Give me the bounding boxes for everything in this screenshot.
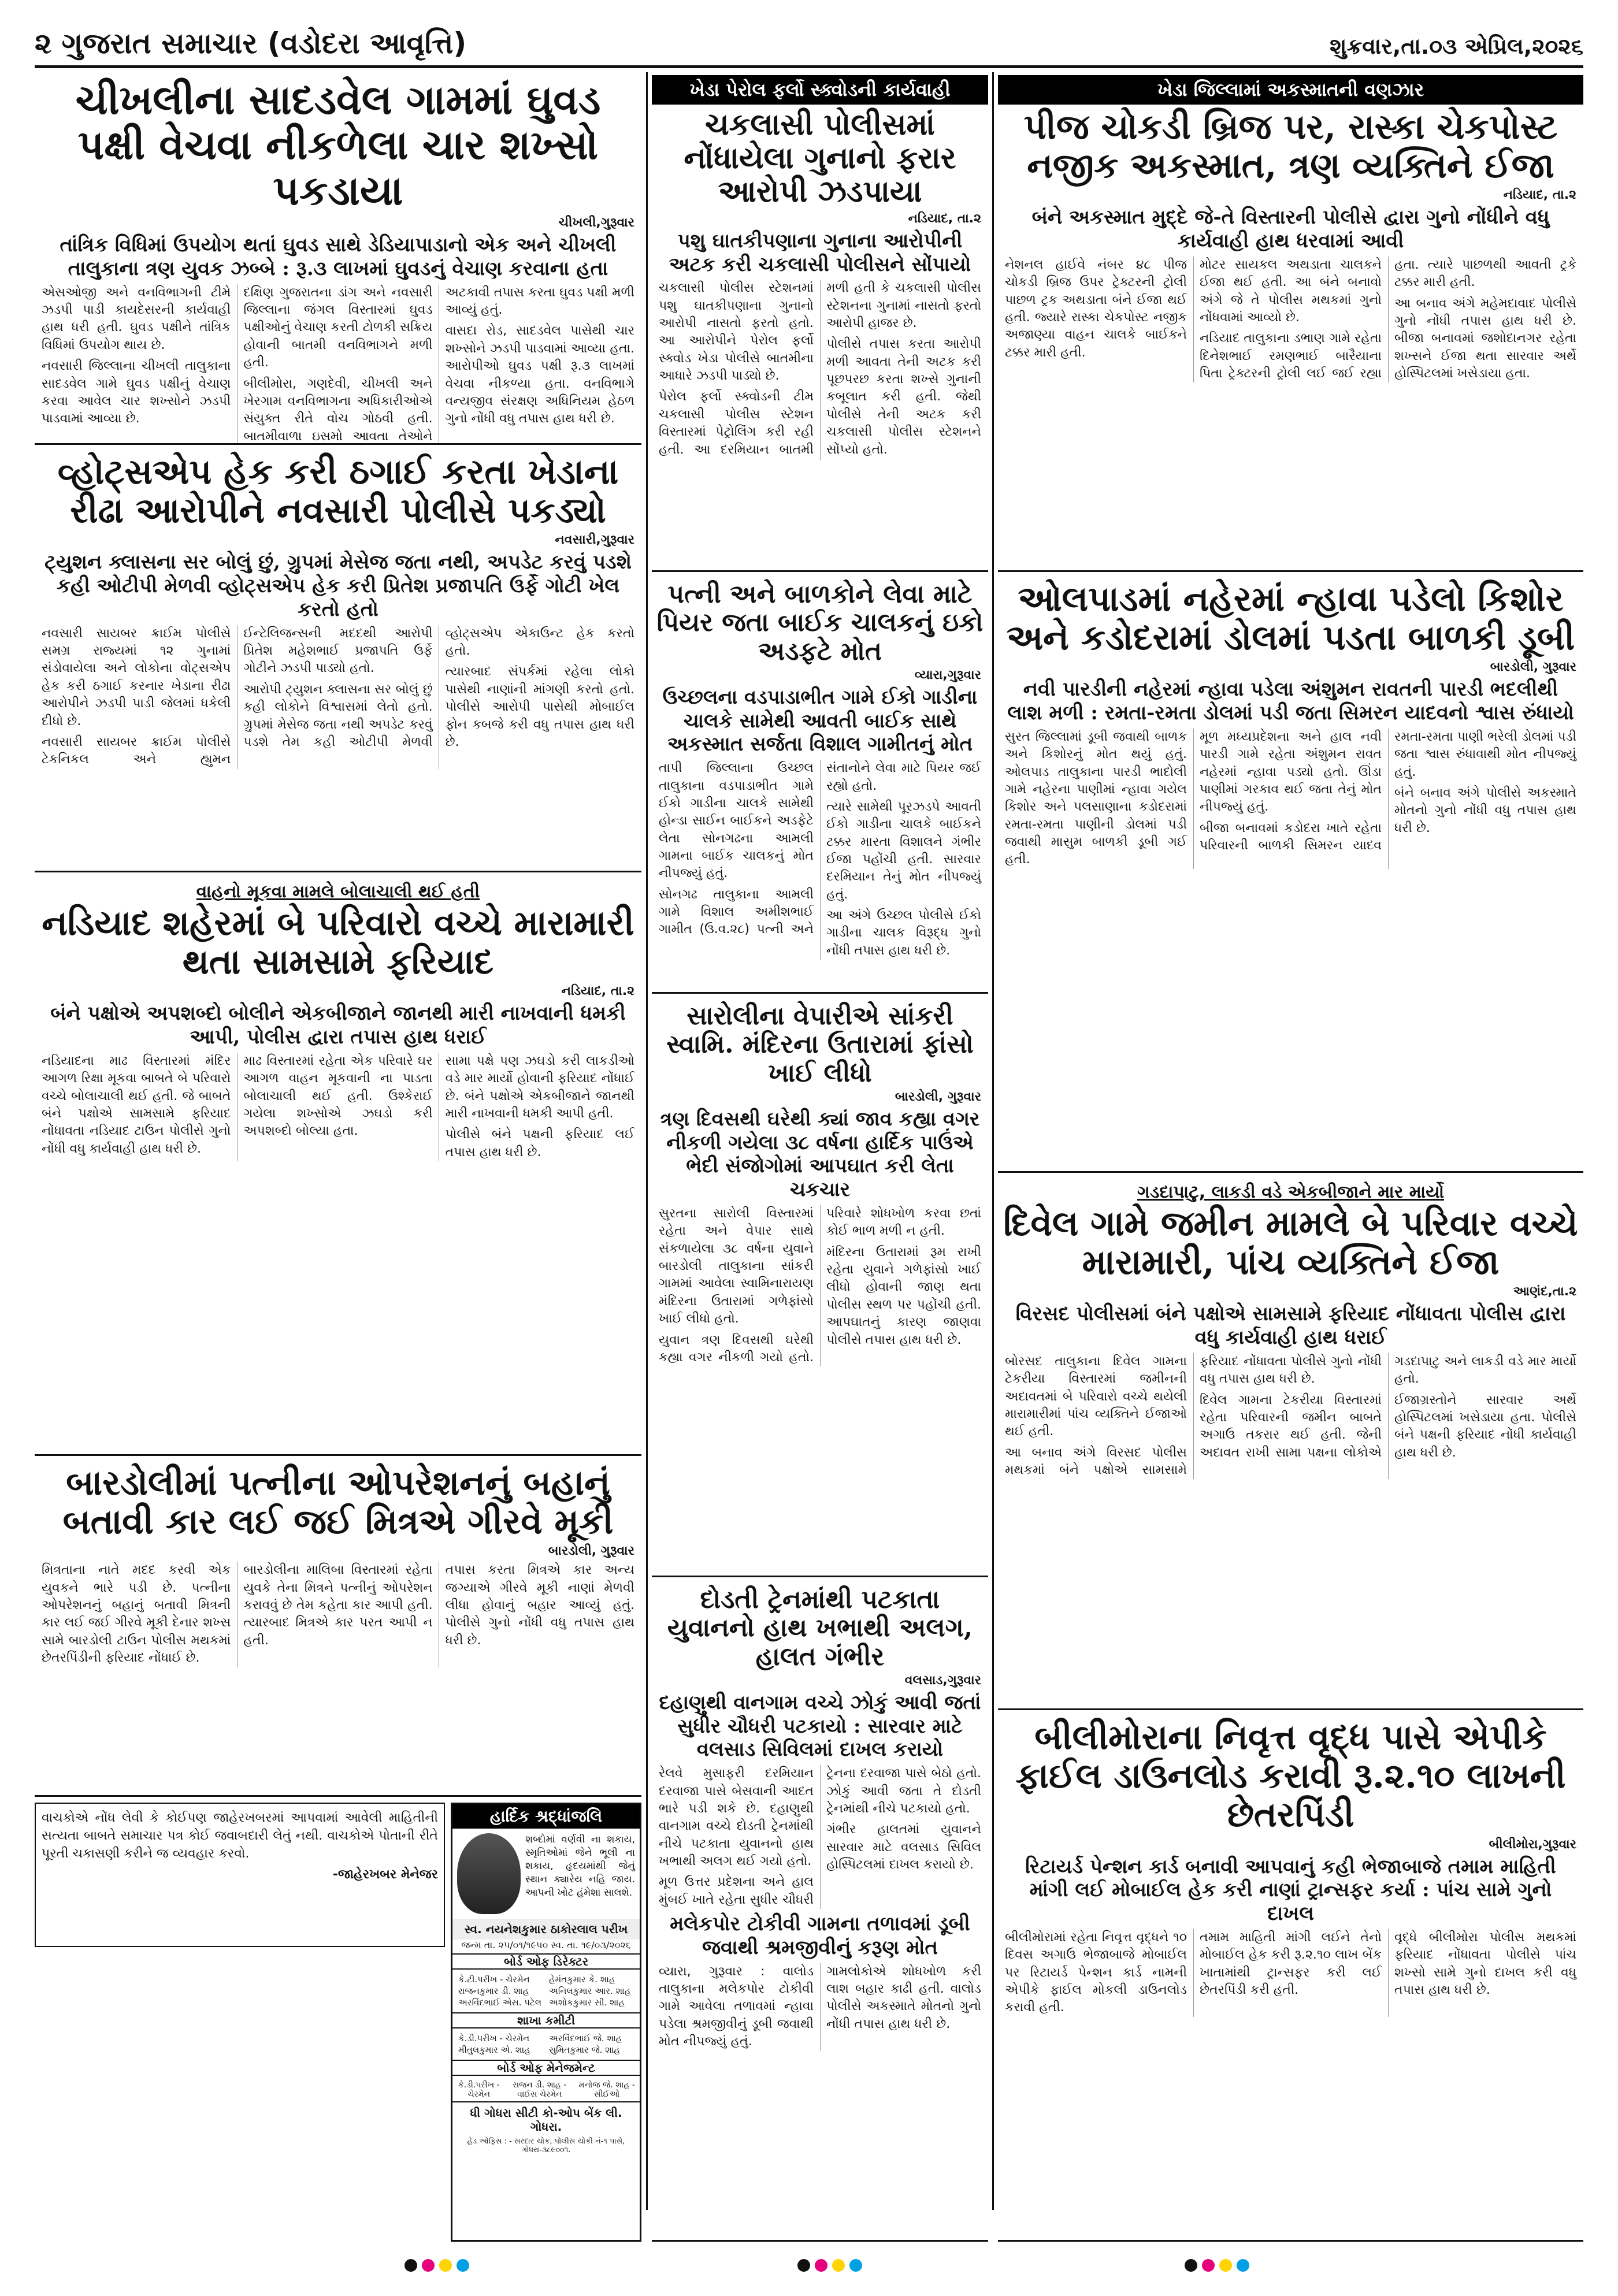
dateline: વ્યારા,ગુરૂવાર xyxy=(914,667,981,682)
article-body xyxy=(659,1765,981,1909)
column-rule xyxy=(992,72,994,2210)
article-body xyxy=(42,1053,634,1161)
disclaimer-text: વાચકોએ નોંધ લેવી કે કોઈપણ જાહેરખબરમાં આપવામાં આવેલી માહિતીની સત્યતા બાબતે સમાચાર પત્ર કોઈ જવાબદારી લેતું નથી. વાચકોએ પોતાની રીતે પૂરતી ચકાસણી કરીને જ વ્યવહાર કરવો. xyxy=(42,1811,438,1861)
paragraph: ત્યારે સામેથી પૂરઝડપે આવતી ઈકો ગાડીના ચાલકે બાઈકને ટક્કર મારતા વિશાલને ગંભીર ઈજા પહોંચી હતી. સારવાર દરમિયાન તેનું મોત નીપજ્યું હતું. xyxy=(826,799,981,902)
article-body xyxy=(659,1963,981,2051)
paragraph: નડિયાદ તાલુકાના ડભાણ ગામે રહેતા દિનેશભાઈ રમણભાઈ બારૈયાના પિતા ટ્રેક્ટરની ટ્રોલી લઈ જઈ રહ્યા હતા. ત્યારે પાછળથી આવતી ટ્રકે ટક્કર મારી હતી. xyxy=(1200,257,1576,381)
paragraph: મિત્રતાના નાતે મદદ કરવી એક યુવકને ભારે પડી છે. પત્નીના ઓપરેશનનું બહાનું બતાવી મિત્રની કાર લઈ જઈ ગીરવે મૂકી દેનાર શખ્સ સામે બારડોલી ટાઉન પોલીસ મથકમાં છેતરપિંડીની ફરિયાદ નોંધાઈ છે. xyxy=(42,1563,231,1666)
article-body xyxy=(659,280,981,460)
dateline: નવસારી,ગુરૂવાર xyxy=(555,533,634,548)
paragraph: આ બનાવ અંગે વિરસદ પોલીસ મથકમાં બંને પક્ષોએ સામસામે ફરિયાદ નોંધાવતા પોલીસે ગુનો નોંધી વધુ તપાસ હાથ ધરી છે. xyxy=(1005,1354,1382,1478)
subheadline: બંને પક્ષોએ અપશબ્દો બોલીને એકબીજાને જાનથી મારી નાખવાની ધમકી આપી, પોલીસ દ્વારા તપાસ હાથ ધરાઈ xyxy=(50,1002,626,1049)
paragraph: બારડોલીના માલિબા વિસ્તારમાં રહેતા યુવકે તેના મિત્રને પત્નીનું ઓપરેશન કરાવવું છે તેમ કહેતા કાર આપી હતી. ત્યારબાદ મિત્રએ કાર પરત આપી ન હતી. xyxy=(243,1563,433,1648)
paragraph: તાપી જિલ્લાના ઉચ્છલ તાલુકાના વડપાડાભીત ગામે ઈકો ગાડીના ચાલકે સામેથી હોન્ડા સાઈન બાઈકને અડફેટે લેતા સોનગઢના આમલી ગામના બાઈક ચાલકનું મોત નીપજ્યું હતું. xyxy=(659,761,814,881)
paragraph: નવસારી સાયબર ક્રાઈમ પોલીસે સમગ્ર રાજ્યમાં ૧૨ ગુનામાં સંડોવાયેલા અને લોકોના વોટ્સએપ હેક કરી ઠગાઈ કરનાર ખેડાના રીઢા આરોપીને ઝડપી પાડી જેલમાં ધકેલી દીધો છે. xyxy=(42,626,231,729)
story-train-fall xyxy=(652,1583,988,2242)
subheadline: ટ્યુશન ક્લાસના સર બોલું છું, ગ્રુપમાં મેસેજ જતા નથી, અપડેટ કરવું પડશે કહી ઓટીપી મેળવી વ્હોટ્સએપ હેક કરી પ્રિતેશ પ્રજાપતિ ઉર્ફે ગોટી ખેલ કરતો હતો xyxy=(44,551,632,621)
kicker: વાહનો મૂકવા મામલે બોલાચાલી થઈ હતી xyxy=(196,882,480,902)
headline: નડિયાદ શહેરમાં બે પરિવારો વચ્ચે મારામારી થતા સામસામે ફરિયાદ xyxy=(42,903,634,983)
paragraph: બીલીમોરામાં રહેતા નિવૃત્ત વૃદ્ધને ૧૦ દિવસ અગાઉ ભેજાબાજે મોબાઈલ પર રિટાયર્ડ પેન્શન કાર્ડ નામની એપીકે ફાઈલ મોકલી ડાઉનલોડ કરાવી હતી. xyxy=(1005,1930,1187,2015)
issue-date: શુક્રવાર,તા.૦૩ એપ્રિલ,૨૦૨૬ xyxy=(1330,34,1583,59)
section-label: બોર્ડ ઓફ મેનેજમેન્ટ xyxy=(452,2060,640,2076)
paragraph: પોલીસે તપાસ કરતા આરોપી મળી આવતા તેની અટક કરી પૂછપરછ કરતા શખ્સે ગુનાની કબૂલાત કરી હતી. જેથી પોલીસે તેની અટક કરી ચકલાસી પોલીસ સ્ટેશનને સોંપ્યો હતો. xyxy=(826,337,981,457)
signatory: રાજન ડી. શાહ - વાઈસ ચેરમેન xyxy=(513,2080,567,2099)
paragraph: મૂળ મધ્યપ્રદેશના અને હાલ નવી પારડી ગામે રહેતા અંશુમન રાવત નહેરમાં ન્હાવા પડ્યો હતો. ઊંડા પાણીમાં ગરકાવ થઈ જતા તેનું મોત નીપજ્યું હતું. xyxy=(1200,729,1382,815)
paragraph: વાસદા રોડ, સાદડવેલ પાસેથી ચાર શખ્સોને ઝડપી પાડવામાં આવ્યા હતા. આરોપીઓ ઘુવડ પક્ષી રૂ.૩ લાખમાં વેચવા નીકળ્યા હતા. વનવિભાગે વન્યજીવ સંરક્ષણ અધિનિયમ હેઠળ ગુનો નોંધી વધુ તપાસ હાથ ધરી છે. xyxy=(445,324,634,426)
paragraph: બંને બનાવ અંગે પોલીસે અકસ્માતે મોતનો ગુનો નોંધી વધુ તપાસ હાથ ધરી છે. xyxy=(1394,786,1576,835)
paragraph: દિવેલ ગામના ટેકરીયા વિસ્તારમાં રહેતા પરિવારની જમીન બાબતે અગાઉ તકરાર થઈ હતી. જેની અદાવત રાખી સામા પક્ષના લોકોએ ગડદાપાટુ અને લાકડી વડે માર માર્યો હતો. xyxy=(1200,1354,1576,1460)
signatory: કે.ડી.પરીખ - ચેરમેન xyxy=(458,2080,500,2099)
subheadline: રિટાયર્ડ પેન્શન કાર્ડ બનાવી આપવાનું કહી ભેજાબાજે તમામ માહિતી માંગી લઈ મોબાઈલ હેક કરી નાણાં ટ્રાન્સફર કર્યા : પાંચ સામે ગુનો દાખલ xyxy=(1025,1855,1556,1926)
paragraph: મંદિરના ઉતારામાં રૂમ રાખી રહેતા યુવાને ગળેફાંસો ખાઈ લીધો હોવાની જાણ થતા પોલીસ સ્થળ પર પહોંચી હતી. આપઘાતનું કારણ જાણવા પોલીસે તપાસ હાથ ધરી છે. xyxy=(826,1244,981,1347)
paragraph: ગામલોકોએ શોધખોળ કરી લાશ બહાર કાઢી હતી. વાલોડ પોલીસે અકસ્માતે મોતનો ગુનો નોંધી તપાસ હાથ ધરી છે. xyxy=(826,1964,981,2031)
subheadline: ઉચ્છલના વડપાડાભીત ગામે ઈકો ગાડીના ચાલકે સામેથી આવતી બાઈક સાથે અકસ્માત સર્જતા વિશાલ ગામીતનું મોત xyxy=(662,685,978,756)
registration-dot xyxy=(439,2259,452,2272)
section-label: બોર્ડ ઓફ ડિરેક્ટર xyxy=(452,1953,640,1970)
article-body xyxy=(659,760,981,960)
subheadline: નવી પારડીની નહેરમાં ન્હાવા પડેલા અંશુમન રાવતની પારડી ભદલીથી લાશ મળી : રમતા-રમતા ડોલમાં પડી જતા સિમરન યાદવનો શ્વાસ રુંધાયો xyxy=(1007,678,1574,725)
paragraph: વ્યારા, ગુરૂવાર : વાલોડ તાલુકાના મલેકપોર ટોકીવી ગામે આવેલા તળાવમાં ન્હાવા પડેલા શ્રમજીવીનું ડૂબી જવાથી મોત નીપજ્યું હતું. xyxy=(659,1964,814,2049)
ad-title: હાર્દિક શ્રદ્ધાંજલિ xyxy=(452,1804,640,1829)
registration-dot xyxy=(832,2259,845,2272)
paragraph: નડિયાદના માઢ વિસ્તારમાં મંદિર આગળ રિક્ષા મૂકવા બાબતે બે પરિવારો વચ્ચે બોલાચાલી થઈ હતી. જે બાબતે બંને પક્ષોએ સામસામે ફરિયાદ નોંધાવતા નડિયાદ ટાઉન પોલીસે ગુનો નોંધી વધુ કાર્યવાહી હાથ ધરી છે. xyxy=(42,1053,231,1156)
dateline: નડિયાદ, તા.૨ xyxy=(561,984,634,999)
masthead xyxy=(35,23,1583,68)
subheadline: દહાણુથી વાનગામ વચ્ચે ઝોકું આવી જતાં સુધીર ચૌધરી પટકાયો : સારવાર માટે વલસાડ સિવિલમાં દાખલ કરાયો xyxy=(659,1691,981,1762)
subheadline: વિરસદ પોલીસમાં બંને પક્ષોએ સામસામે ફરિયાદ નોંધાવતા પોલીસ દ્વારા વધુ કાર્યવાહી હાથ ધરાઈ xyxy=(1015,1302,1566,1350)
advertisement-disclaimer xyxy=(35,1803,445,1947)
story-biker-death xyxy=(652,578,988,994)
deceased-name: સ્વ. નયનેશકુમાર ઠાકોરલાલ પરીખ xyxy=(452,1919,640,1940)
board-member: અનિલકુમાર આર. શાહ xyxy=(549,1986,631,1996)
paragraph: પોલીસે બંને પક્ષની ફરિયાદ લઈ તપાસ હાથ ધરી છે. xyxy=(445,1127,634,1160)
article-body xyxy=(42,625,634,769)
story-nadiad-clash xyxy=(35,878,641,1456)
headline: વ્હોટ્સએપ હેક કરી ઠગાઈ કરતા ખેડાના રીઢા આરોપીને નવસારી પોલીસે પકડ્યો xyxy=(57,452,619,532)
article-body xyxy=(659,1205,981,1366)
story-chaklasi-accused xyxy=(652,75,988,572)
signatory: મનોજ જે. શાહ - સીઈઓ xyxy=(578,2080,635,2099)
story-whatsapp-hack xyxy=(35,451,641,872)
paragraph: માઢ વિસ્તારમાં રહેતા એક પરિવારે ઘર આગળ વાહન મૂકવાની ના પાડતા બોલાચાલી થઈ હતી. ઉશ્કેરાઈ ગયેલા શખ્સોએ ઝઘડો કરી અપશબ્દો બોલ્યા હતા. xyxy=(243,1053,433,1139)
dateline: નડિયાદ, તા.૨ xyxy=(1503,188,1576,203)
story-divel-clash xyxy=(998,1179,1583,1710)
subheadline: પશુ ઘાતકીપણાના ગુનાના આરોપીની અટક કરી ચકલાસી પોલીસને સોંપાયો xyxy=(669,229,971,276)
story-pij-accidents xyxy=(998,75,1583,572)
registration-dot xyxy=(1237,2259,1249,2272)
paragraph: સોનગઢ તાલુકાના આમલી ગામે વિશાલ અમીશભાઈ ગામીત (ઉ.વ.૨૮) પત્ની અને સંતાનોને લેવા માટે પિયર જઈ રહ્યો હતો. xyxy=(659,761,981,937)
paragraph: પેરોલ ફર્લો સ્ક્વોડની ટીમ ચકલાસી પોલીસ સ્ટેશન વિસ્તારમાં પેટ્રોલિંગ કરી રહી હતી. આ દરમિયાન બાતમી મળી હતી કે ચકલાસી પોલીસ સ્ટેશનના ગુનામાં નાસતો ફરતો આરોપી હાજર છે. xyxy=(659,281,981,457)
paragraph: નવસારી સાયબર ક્રાઈમ પોલીસે ટેકનિકલ અને હ્યુમન ઈન્ટેલિજન્સની મદદથી આરોપી પ્રિતેશ મહેશભાઈ પ્રજાપતિ ઉર્ફે ગોટીને ઝડપી પાડ્યો હતો. xyxy=(42,626,433,767)
story-saroli-trader xyxy=(652,1000,988,1577)
headline: દિવેલ ગામે જમીન મામલે બે પરિવાર વચ્ચે મારામારી, પાંચ વ્યક્તિને ઈજા xyxy=(1003,1203,1578,1283)
registration-dot xyxy=(815,2259,827,2272)
headline: બીલીમોરાના નિવૃત્ત વૃદ્ધ પાસે એપીકે ફાઈલ ડાઉનલોડ કરાવી રૂ.૨.૧૦ લાખની છેતરપિંડી xyxy=(1015,1717,1566,1836)
registration-dot xyxy=(1202,2259,1215,2272)
kicker: ખેડા પેરોલ ફર્લો સ્ક્વોડની કાર્યવાહી xyxy=(652,75,988,105)
kicker: ગડદાપાટુ, લાકડી વડે એકબીજાને માર માર્યો xyxy=(1137,1182,1445,1202)
registration-dot xyxy=(1185,2259,1197,2272)
paragraph: સામા પક્ષે પણ ઝઘડો કરી લાકડીઓ વડે માર માર્યો હોવાની ફરિયાદ નોંધાઈ છે. બંને પક્ષોએ એકબીજાને જાનથી મારી નાખવાની ધમકી આપી હતી. xyxy=(445,1053,634,1121)
headline: ઓલપાડમાં નહેરમાં ન્હાવા પડેલો કિશોર અને કડોદરામાં ડોલમાં પડતા બાળકી ડૂબી xyxy=(1006,579,1575,659)
headline: પીજ ચોકડી બ્રિજ પર, રાસ્કા ચેકપોસ્ટ નજીક અકસ્માત, ત્રણ વ્યક્તિને ઈજા xyxy=(1023,107,1558,187)
committee-member: અરવિંદભાઈ જે. શાહ xyxy=(549,2033,622,2044)
headline: ચીખલીના સાદડવેલ ગામમાં ઘુવડ પક્ષી વેચવા નીકળેલા ચાર શખ્સો પકડાયા xyxy=(75,76,601,214)
registration-dot xyxy=(404,2259,417,2272)
board-member: અશોકકુમાર સી. શાહ xyxy=(549,1997,625,2008)
board-list xyxy=(452,1972,640,2010)
article-body xyxy=(1005,1353,1576,1480)
portrait-photo xyxy=(457,1833,521,1914)
registration-dot xyxy=(797,2259,810,2272)
paragraph: સુરત જિલ્લામાં ડૂબી જવાથી બાળક અને કિશોરનું મોત થયું હતું. ઓલપાડ તાલુકાના પારડી ભાદોલી ગામે નહેરના પાણીમાં ન્હાવા ગયેલ કિશોર અને પલસાણાના કડોદરામાં રમતા-રમતા પાણીની ડોલમાં પડી જવાથી માસુમ બાળકી ડૂબી ગઈ હતી. xyxy=(1005,729,1187,867)
article-body xyxy=(1005,729,1576,869)
subheadline: મલેકપોર ટોકીવી ગામના તળાવમાં ડૂબી જવાથી શ્રમજીવીનું કરૂણ મોત xyxy=(670,1912,970,1959)
article-body xyxy=(1005,257,1576,383)
paragraph: યુવાન ત્રણ દિવસથી ઘરેથી કહ્યા વગર નીકળી ગયો હતો. પરિવારે શોધખોળ કરવા છતાં કોઈ ભાળ મળી ન હતી. xyxy=(659,1206,981,1365)
paragraph: ત્યારબાદ સંપર્કમાં રહેલા લોકો પાસેથી નાણાંની માંગણી કરતો હતો. પોલીસે આરોપી પાસેથી મોબાઈલ ફોન કબજે કરી વધુ તપાસ હાથ ધરી છે. xyxy=(445,664,634,749)
article-body xyxy=(42,1562,634,1667)
article-body xyxy=(42,284,634,445)
story-bardoli-car xyxy=(35,1462,641,1797)
signatories xyxy=(452,2078,640,2101)
headline: સારોલીના વેપારીએ સાંકરી સ્વામિ. મંદિરના ઉતારામાં ફાંસો ખાઈ લીધો xyxy=(666,1001,974,1088)
life-dates: જન્મ તા. ૨૫/૦૧/૧૯૫૦ સ્વ. તા. ૧૯/૦૩/૨૦૨૬ xyxy=(461,1940,631,1951)
subheadline: ત્રણ દિવસથી ઘરેથી ક્યાં જાવ કહ્યા વગર નીકળી ગયેલા ૩૮ વર્ષના હાર્દિક પાઉંએ ભેદી સંજોગોમાં આપઘાત કરી લેતા ચકચાર xyxy=(660,1107,980,1202)
paragraph: નેશનલ હાઈવે નંબર ૪૮ પીજ ચોકડી બ્રિજ ઉપર ટ્રેક્ટરની ટ્રોલી પાછળ ટ્રક અથડાતા બંને ઈજા થઈ હતી. જ્યારે રાસ્કા ચેકપોસ્ટ નજીક અજાણ્યા વાહન ચાલકે બાઈકને ટક્કર મારી હતી. xyxy=(1005,257,1187,360)
board-member: કે.ટી.પરીખ - ચેરમેન xyxy=(458,1974,530,1985)
paragraph: મોટર સાયકલ અથડાતા ચાલકને ઈજા થઈ હતી. આ બંને બનાવો અંગે જે તે પોલીસ મથકમાં ગુનો નોંધવામાં આવ્યો છે. xyxy=(1200,257,1382,325)
bank-name: ધી ગોધરા સીટી કો-ઓપ બેંક લી. ગોધરા. xyxy=(452,2101,640,2137)
paragraph: આ બનાવ અંગે મહેમદાવાદ પોલીસે ગુનો નોંધી તપાસ હાથ ધરી છે. બીજા બનાવમાં જશોદાનગર રહેતા શખ્સને ઈજા થતા સારવાર અર્થે હોસ્પિટલમાં ખસેડાયા હતા. xyxy=(1394,296,1576,381)
headline: બારડોલીમાં પત્નીના ઓપરેશનનું બહાનું બતાવી કાર લઈ જઈ મિત્રએ ગીરવે મૂકી xyxy=(62,1463,614,1543)
paragraph: આ અંગે ઉચ્છલ પોલીસે ઈકો ગાડીના ચાલક વિરૂદ્ધ ગુનો નોંધી તપાસ હાથ ધરી છે. xyxy=(826,908,981,958)
paragraph: તપાસ કરતા મિત્રએ કાર અન્ય જગ્યાએ ગીરવે મૂકી નાણાં મેળવી લીધા હોવાનું બહાર આવ્યું હતું. પોલીસે ગુનો નોંધી વધુ તપાસ હાથ ધરી છે. xyxy=(445,1563,634,1648)
committee-member: મીતુલકુમાર એ. શાહ xyxy=(458,2045,530,2055)
article-body xyxy=(1005,1929,1576,2017)
registration-dot xyxy=(422,2259,435,2272)
paragraph: મૂળ ઉત્તર પ્રદેશના અને હાલ મુંબઈ ખાતે રહેતા સુધીર ચૌધરી ટ્રેનના દરવાજા પાસે બેઠો હતો. ઝોકું આવી જતા તે દોડતી ટ્રેનમાંથી નીચે પટકાયો હતો. xyxy=(659,1766,981,1907)
paragraph: બોરસદ તાલુકાના દિવેલ ગામના ટેકરીયા વિસ્તારમાં જમીનની અદાવતમાં બે પરિવારો વચ્ચે થયેલી મારામારીમાં પાંચ વ્યક્તિને ઈજાઓ થઈ હતી. xyxy=(1005,1354,1187,1439)
paragraph: બીજા બનાવમાં કડોદરા ખાતે રહેતા પરિવારની બાળકી સિમરન યાદવ રમતા-રમતા પાણી ભરેલી ડોલમાં પડી જતા શ્વાસ રુંધાવાથી મોત નીપજ્યું હતું. xyxy=(1200,729,1576,853)
paragraph: એસઓજી અને વનવિભાગની ટીમે ઝડપી પાડી કાયદેસરની કાર્યવાહી હાથ ધરી હતી. ઘુવડ પક્ષીને તાંત્રિક વિધિમાં ઉપયોગ થાય છે. xyxy=(42,285,231,352)
paragraph: સુરતના સારોલી વિસ્તારમાં રહેતા અને વેપાર સાથે સંકળાયેલા ૩૮ વર્ષના યુવાને બારડોલી તાલુકાના સાંકરી ગામમાં આવેલા સ્વામિનારાયણ મંદિરના ઉતારામાં ગળેફાંસો ખાઈ લીધો હતો. xyxy=(659,1206,814,1327)
bank-address: હેડ ઓફિસ : - સરદાર ચોક, પોલીસ ચોકી નં-૧ પાસે, ગોધરા-૩૮૯૦૦૧. xyxy=(467,2137,625,2154)
dateline: ચીખલી,ગુરૂવાર xyxy=(558,216,634,231)
paragraph: નવસારી જિલ્લાના ચીખલી તાલુકાના સાદડવેલ ગામે ઘુવડ પક્ષીનું વેચાણ કરવા આવેલ ચાર શખ્સોને ઝડપી પાડવામાં આવ્યા છે. xyxy=(42,359,231,426)
paragraph: રેલવે મુસાફરી દરમિયાન દરવાજા પાસે બેસવાની આદત ભારે પડી શકે છે. દહાણુથી વાનગામ વચ્ચે દોડતી ટ્રેનમાંથી નીચે પટકાતા યુવાનનો હાથ ખભાથી અલગ થઈ ગયો હતો. xyxy=(659,1766,814,1868)
dateline: બારડોલી, ગુરૂવાર xyxy=(895,1089,981,1104)
subheadline: તાંત્રિક વિધિમાં ઉપયોગ થતાં ઘુવડ સાથે ડેડિયાપાડાનો એક અને ચીખલી તાલુકાના ત્રણ યુવક ઝબ્બે : રૂ.૩ લાખમાં ઘુવડનું વેચાણ કરવાના હતા xyxy=(60,233,617,280)
dateline: બારડોલી, ગુરૂવાર xyxy=(548,1544,634,1559)
dateline: બીલીમોરા,ગુરૂવાર xyxy=(1489,1837,1576,1852)
board-member: રાજનકુમાર ડી. શાહ xyxy=(458,1986,529,1996)
paragraph: વૃદ્ધે બીલીમોરા પોલીસ મથકમાં ફરિયાદ નોંધાવતા પોલીસે પાંચ શખ્સો સામે ગુનો દાખલ કરી વધુ તપાસ હાથ ધરી છે. xyxy=(1394,1930,1576,1998)
section-label: શાખા કમીટી xyxy=(452,2012,640,2028)
dateline: વલસાડ,ગુરૂવાર xyxy=(904,1673,981,1688)
board-member: હેમંતકુમાર કે. શાહ xyxy=(549,1974,615,1985)
paragraph: આરોપી ટ્યુશન ક્લાસના સર બોલું છું કહી લોકોને વિશ્વાસમાં લેતો હતો. ગ્રુપમાં મેસેજ જતા નથી અપડેટ કરવું પડશે તેમ કહી ઓટીપી મેળવી વ્હોટ્સએપ એકાઉન્ટ હેક કરતો હતો. xyxy=(243,626,634,749)
committee-list xyxy=(452,2031,640,2057)
print-registration-marks xyxy=(0,2253,1618,2276)
tribute-advertisement xyxy=(451,1803,641,2242)
dateline: આણંદ,તા.૨ xyxy=(1513,1284,1576,1299)
committee-member: સુમિતકુમાર જે. શાહ xyxy=(549,2045,621,2055)
tribute-text: શબ્દોમાં વર્ણવી ના શકાય, સ્મૃતિઓમાં જેને ભૂલી ના શકાય, હૃદયમાંથી જેનું સ્થાન ક્યારેય નહિ જાય. આપની ખોટ હંમેશા સાલશે. xyxy=(525,1834,635,1899)
paragraph: ગંભીર હાલતમાં યુવાનને સારવાર માટે વલસાડ સિવિલ હોસ્પિટલમાં દાખલ કરાયો છે. xyxy=(826,1822,981,1872)
dateline: નડિયાદ, તા.૨ xyxy=(908,211,981,226)
registration-dot xyxy=(457,2259,469,2272)
board-member: અરવિંદભાઈ એસ. પટેલ xyxy=(458,1997,542,2008)
dateline: બારડોલી, ગુરૂવાર xyxy=(1490,660,1576,675)
headline: ચકલાસી પોલીસમાં નોંધાયેલા ગુનાનો ફરાર આરોપી ઝડપાયા xyxy=(684,107,956,210)
paragraph: દક્ષિણ ગુજરાતના ડાંગ અને નવસારી જિલ્લાના જંગલ વિસ્તારમાં ઘુવડ પક્ષીઓનું વેચાણ કરતી ટોળકી સક્રિય હોવાની બાતમી વનવિભાગને મળી હતી. xyxy=(243,285,433,370)
committee-member: કે.ડી.પરીખ - ચેરમેન xyxy=(458,2033,530,2044)
story-drowning xyxy=(998,578,1583,1173)
page-title: ૨ ગુજરાત સમાચાર (વડોદરા આવૃત્તિ) xyxy=(35,27,467,60)
column-rule xyxy=(646,72,648,2210)
headline: પત્ની અને બાળકોને લેવા માટે પિયર જતા બાઈક ચાલકનું ઇકો અડફટે મોત xyxy=(656,579,984,666)
paragraph: બીલીમોરા, ગણદેવી, ચીખલી અને ખેરગામ વનવિભાગના અધિકારીઓએ સંયુક્ત રીતે વોચ ગોઠવી હતી. બાતમીવાળા ઇસમો આવતા તેઓને અટકાવી તપાસ કરતા ઘુવડ પક્ષી મળી આવ્યું હતું. xyxy=(243,285,634,444)
subheadline: બંને અકસ્માત મુદ્દે જે-તે વિસ્તારની પોલીસે દ્વારા ગુનો નોંધીને વધુ કાર્યવાહી હાથ ધરવામાં આવી xyxy=(1031,206,1550,253)
story-owl-seizure xyxy=(35,75,641,445)
story-apk-fraud xyxy=(998,1716,1583,2242)
paragraph: ચકલાસી પોલીસ સ્ટેશનમાં પશુ ઘાતકીપણાના ગુનાનો આરોપી નાસતો ફરતો હતો. આ આરોપીને પેરોલ ફર્લો સ્ક્વોડ ખેડા પોલીસે બાતમીના આધારે ઝડપી પાડ્યો છે. xyxy=(659,281,814,384)
kicker: ખેડા જિલ્લામાં અકસ્માતની વણઝાર xyxy=(998,75,1583,105)
paragraph: તમામ માહિતી માંગી લઈને તેનો મોબાઈલ હેક કરી રૂ.૨.૧૦ લાખ બેંક ખાતામાંથી ટ્રાન્સફર કરી લઈ છેતરપિંડી કરી હતી. xyxy=(1200,1930,1382,1998)
registration-dot xyxy=(849,2259,862,2272)
registration-dot xyxy=(1219,2259,1232,2272)
disclaimer-signature: -જાહેરખબર મેનેજર xyxy=(332,1867,438,1882)
headline: દોડતી ટ્રેનમાંથી પટકાતા યુવાનનો હાથ ખભાથી અલગ, હાલત ગંભીર xyxy=(667,1585,973,1671)
paragraph: ઈજાગ્રસ્તોને સારવાર અર્થે હોસ્પિટલમાં ખસેડાયા હતા. પોલીસે બંને પક્ષની ફરિયાદ નોંધી કાર્યવાહી હાથ ધરી છે. xyxy=(1394,1392,1576,1460)
